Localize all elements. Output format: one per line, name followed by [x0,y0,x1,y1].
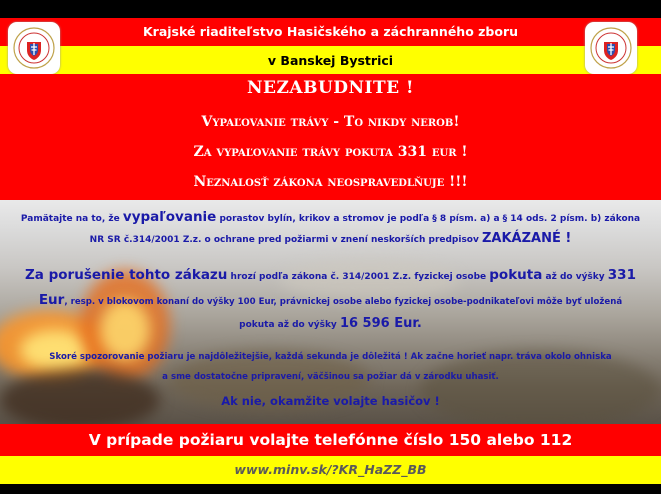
paragraph-2-line1: Za porušenie tohto zákazu hrozí podľa zákona č. 314/2001 Z.z. fyzickej osobe pokuta až do výšky 331 [25,267,636,283]
emergency-phone-text: V prípade požiaru volajte telefónne číslo 150 alebo 112 [88,431,573,449]
header-line1: Krajské riaditeľstvo Hasičského a záchranného zboru [142,24,519,39]
header-line2: v Banskej Bystrici [267,53,394,68]
paragraph-3-line2: a sme dostatočne pripravení, väčšinou sa požiar dá v zárodku uhasiť. [162,372,499,382]
website-url: www.minv.sk/?KR_HaZZ_BB [234,462,427,477]
headline-line3: Neznalosť zákona neospravedlňuje !!! [193,174,468,190]
paragraph-4: Ak nie, okamžite volajte hasičov ! [221,394,440,408]
paragraph-2-line3: pokuta až do výšky 16 596 Eur. [239,316,422,331]
paragraph-1-line2: NR SR č.314/2001 Z.z. o ochrane pred požiarmi v znení neskorších predpisov ZAKÁZANÉ ! [89,231,572,246]
headline-title: NEZABUDNITE ! [246,78,414,98]
hazz-emblem-left-icon [8,22,60,74]
headline-line1: Vypaľovanie trávy - To nikdy nerob! [201,114,460,130]
headline-line2: Za vypaľovanie trávy pokuta 331 eur ! [193,144,468,160]
paragraph-3-line1: Skoré spozorovanie požiaru je najdôležitejšie, každá sekunda je dôležitá ! Ak začne horieť napr. tráva okolo ohniska [49,352,612,362]
paragraph-1-line1: Pamätajte na to, že vypaľovanie porastov bylín, krikov a stromov je podľa § 8 písm. a) a § 14 ods. 2 písm. b) zákona [20,209,641,225]
hazz-emblem-right-icon [585,22,637,74]
paragraph-2-line2: Eur, resp. v blokovom konaní do výšky 100 Eur, právnickej osobe alebo fyzickej osobe-podnikateľovi môže byť uložená [38,292,623,308]
